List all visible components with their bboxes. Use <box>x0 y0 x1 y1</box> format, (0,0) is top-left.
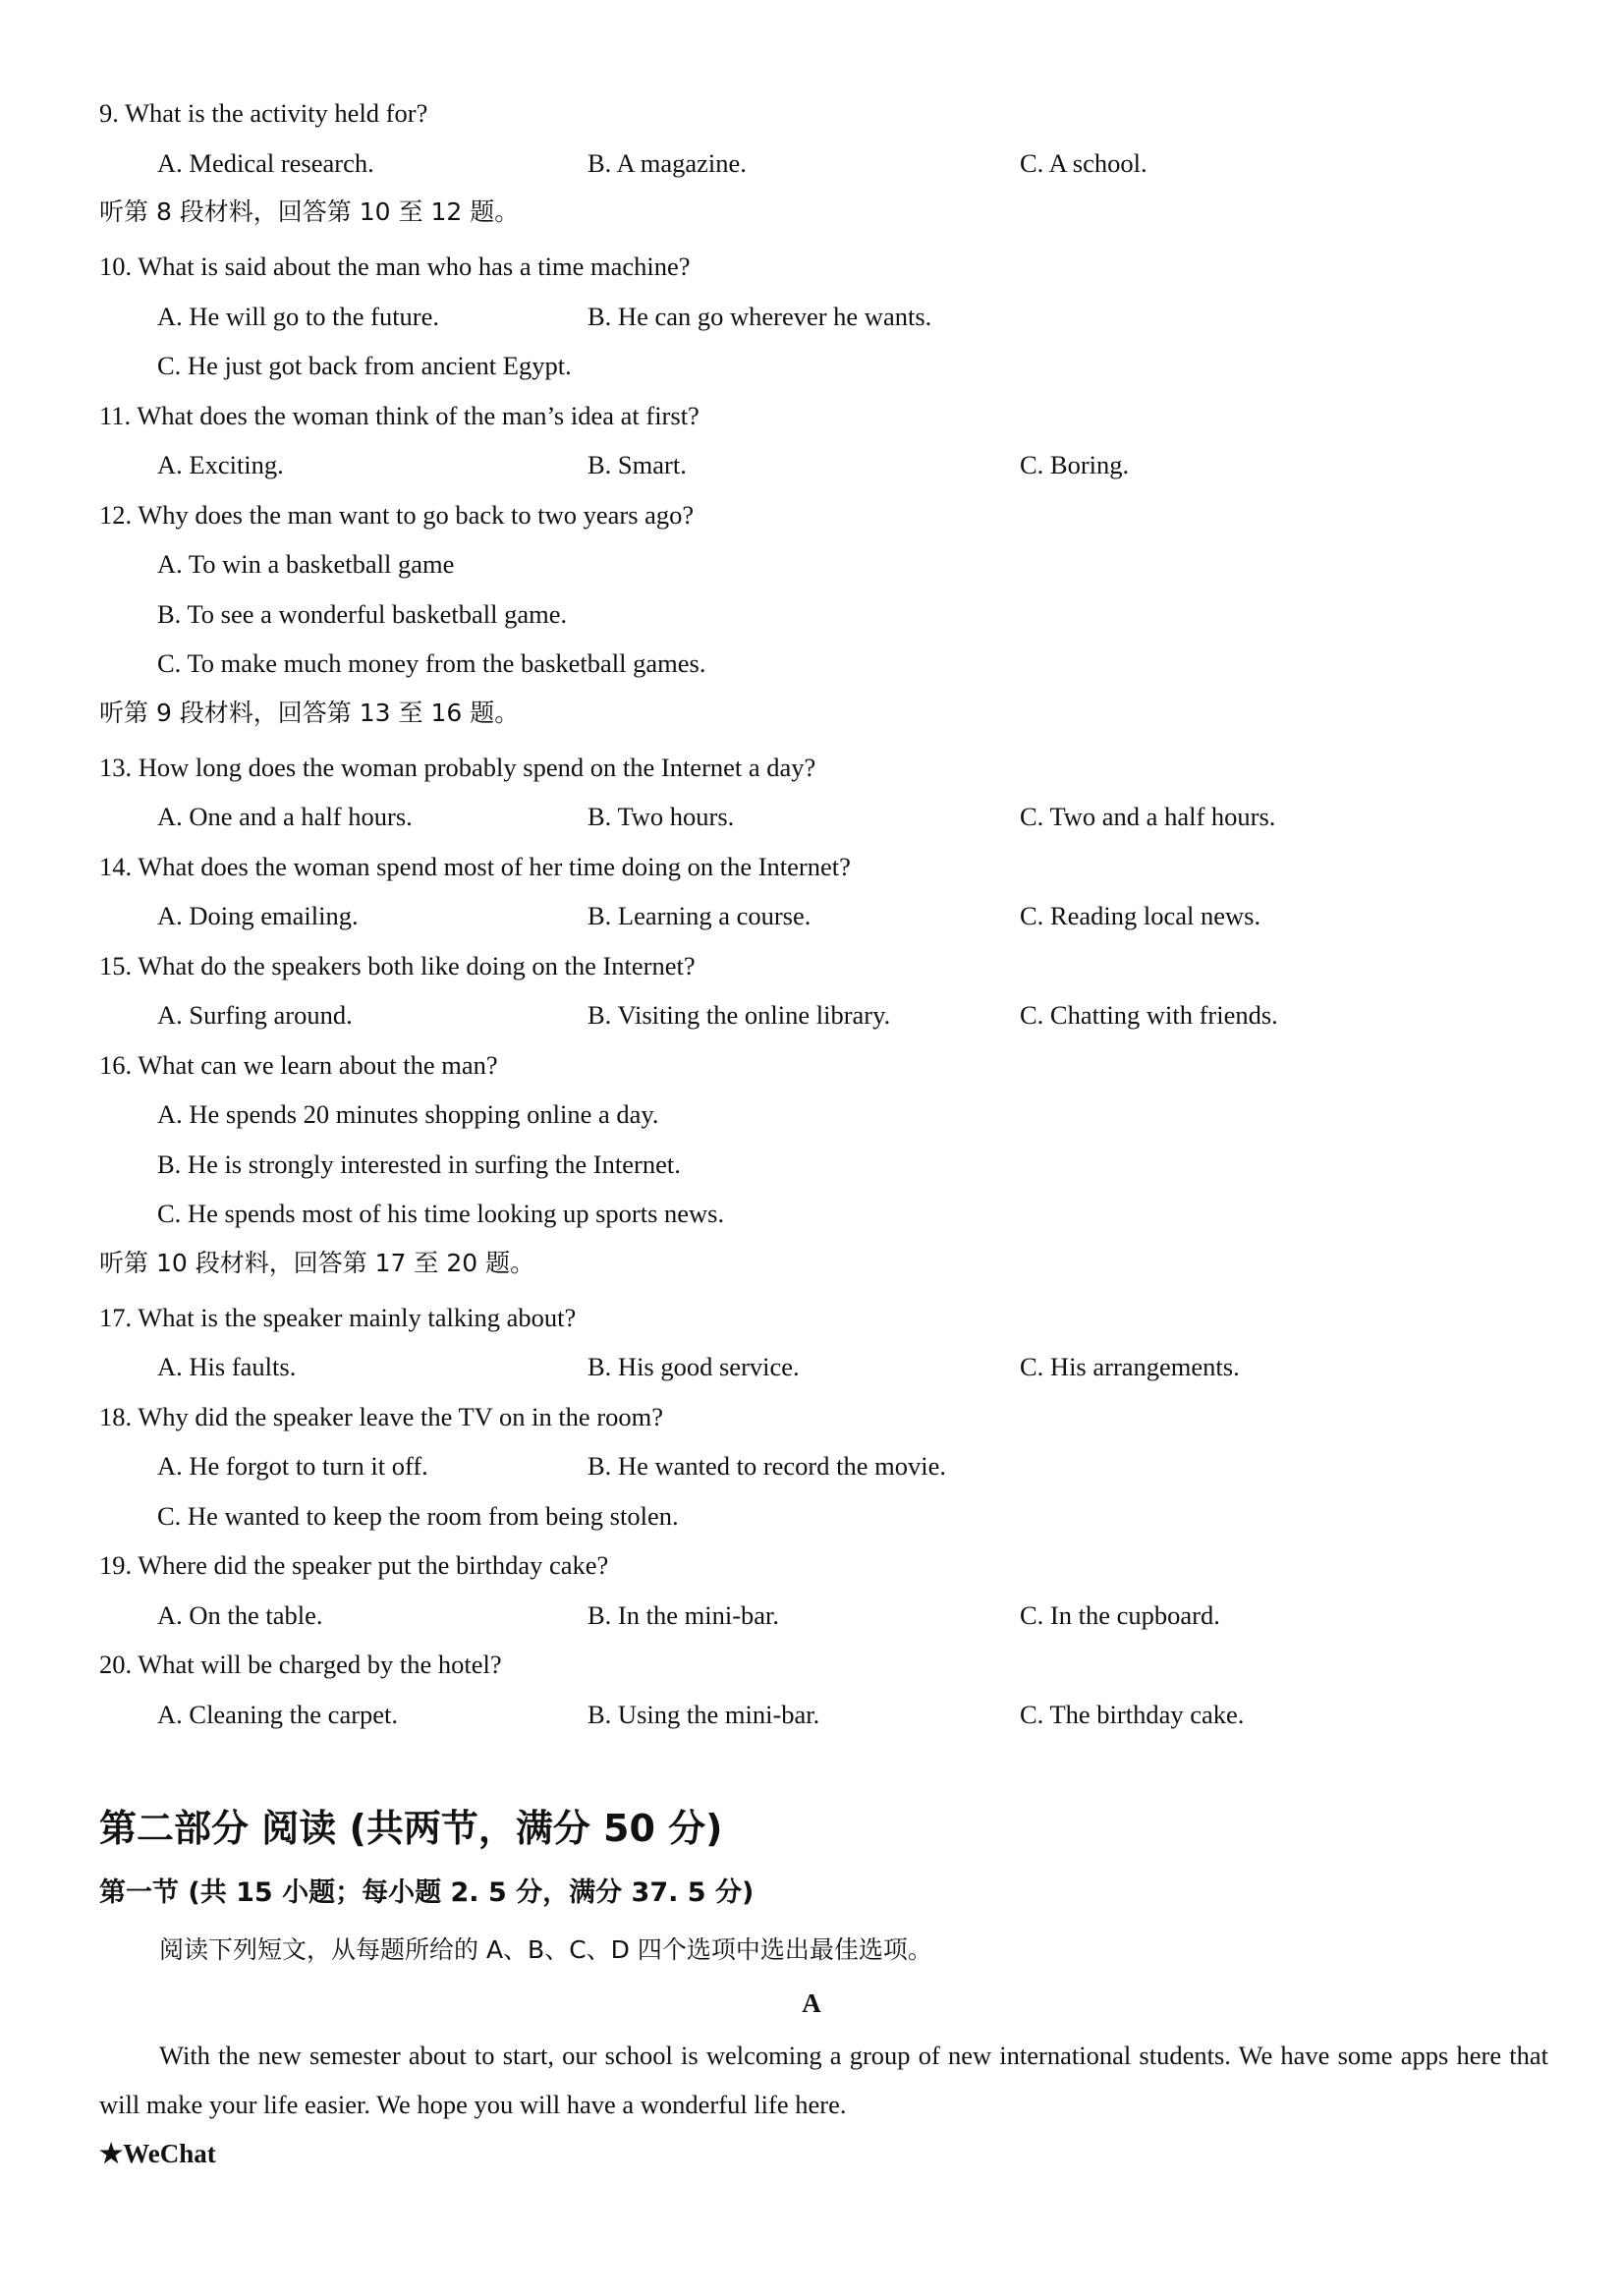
option-c: C. He wanted to keep the room from being stolen. <box>157 1500 679 1531</box>
option-c: C. The birthday cake. <box>1020 1699 1245 1729</box>
option-a: A. His faults. <box>157 1352 297 1381</box>
question-stem: 16. What can we learn about the man? <box>99 1049 498 1080</box>
option-c: C. His arrangements. <box>1020 1352 1240 1381</box>
option-c: C. He spends most of his time looking up sports news. <box>157 1199 725 1228</box>
question-stem: 10. What is said about the man who has a time machine? <box>99 252 691 281</box>
option-b: B. Using the mini-bar. <box>588 1699 820 1729</box>
option-b: B. He can go wherever he wants. <box>588 301 932 331</box>
passage-label: A <box>802 1988 821 2018</box>
instruction: 阅读下列短文，从每题所给的 A、B、C、D 四个选项中选出最佳选项。 <box>159 1935 932 1964</box>
section-note: 听第 9 段材料，回答第 13 至 16 题。 <box>99 698 520 727</box>
section-note: 听第 8 段材料，回答第 10 至 12 题。 <box>99 197 520 226</box>
question-stem: 20. What will be charged by the hotel? <box>99 1650 502 1679</box>
option-a: A. Surfing around. <box>157 1000 353 1030</box>
option-b: B. To see a wonderful basketball game. <box>157 598 568 629</box>
question-stem: 12. Why does the man want to go back to two years ago? <box>99 499 695 530</box>
option-b: B. A magazine. <box>588 147 747 178</box>
option-a: A. Cleaning the carpet. <box>157 1699 399 1729</box>
question-stem: 15. What do the speakers both like doing on the Internet? <box>99 950 696 980</box>
question-stem: 14. What does the woman spend most of her time doing on the Internet? <box>99 851 851 881</box>
option-c: C. He just got back from ancient Egypt. <box>157 351 572 380</box>
option-a: A. He will go to the future. <box>157 301 440 331</box>
question-stem: 9. What is the activity held for? <box>99 98 428 128</box>
option-a: A. Exciting. <box>157 450 284 479</box>
option-a: A. On the table. <box>157 1599 323 1630</box>
app-heading-wechat: ★WeChat <box>99 2139 216 2168</box>
question-stem: 18. Why did the speaker leave the TV on in the room? <box>99 1401 664 1431</box>
passage-paragraph: With the new semester about to start, our school is welcoming a group of new international students. We have some apps here that will make your life easier. We hope you will have a wonderful life here. <box>99 2041 1548 2119</box>
option-b: B. He wanted to record the movie. <box>588 1451 946 1481</box>
option-b: B. Two hours. <box>588 802 735 831</box>
option-b: B. Learning a course. <box>588 901 812 930</box>
question-stem: 11. What does the woman think of the man’s idea at first? <box>99 400 700 430</box>
option-a: A. Doing emailing. <box>157 901 359 930</box>
question-stem: 19. Where did the speaker put the birthday cake? <box>99 1550 609 1580</box>
option-c: C. Reading local news. <box>1020 901 1261 930</box>
option-c: C. In the cupboard. <box>1020 1599 1220 1630</box>
question-stem: 17. What is the speaker mainly talking about? <box>99 1302 577 1332</box>
option-a: A. He spends 20 minutes shopping online a day. <box>157 1099 659 1129</box>
option-a: A. One and a half hours. <box>157 802 413 831</box>
question-stem: 13. How long does the woman probably spend on the Internet a day? <box>99 752 816 782</box>
section-heading: 第一节 (共 15 小题；每小题 2. 5 分，满分 37. 5 分) <box>99 1877 755 1908</box>
section-note: 听第 10 段材料，回答第 17 至 20 题。 <box>99 1248 535 1277</box>
part-heading: 第二部分 阅读 (共两节，满分 50 分) <box>99 1807 723 1850</box>
option-a: A. He forgot to turn it off. <box>157 1451 428 1481</box>
option-c: C. Boring. <box>1020 450 1130 479</box>
option-c: C. To make much money from the basketball games. <box>157 648 706 678</box>
option-b: B. His good service. <box>588 1352 800 1381</box>
option-c: C. Chatting with friends. <box>1020 1000 1278 1030</box>
option-b: B. He is strongly interested in surfing the Internet. <box>157 1148 681 1179</box>
option-b: B. Smart. <box>588 450 687 479</box>
option-c: C. Two and a half hours. <box>1020 802 1276 831</box>
option-a: A. Medical research. <box>157 147 374 178</box>
option-c: C. A school. <box>1020 147 1147 178</box>
option-b: B. In the mini-bar. <box>588 1599 780 1630</box>
option-b: B. Visiting the online library. <box>588 1000 891 1030</box>
option-a: A. To win a basketball game <box>157 549 455 579</box>
